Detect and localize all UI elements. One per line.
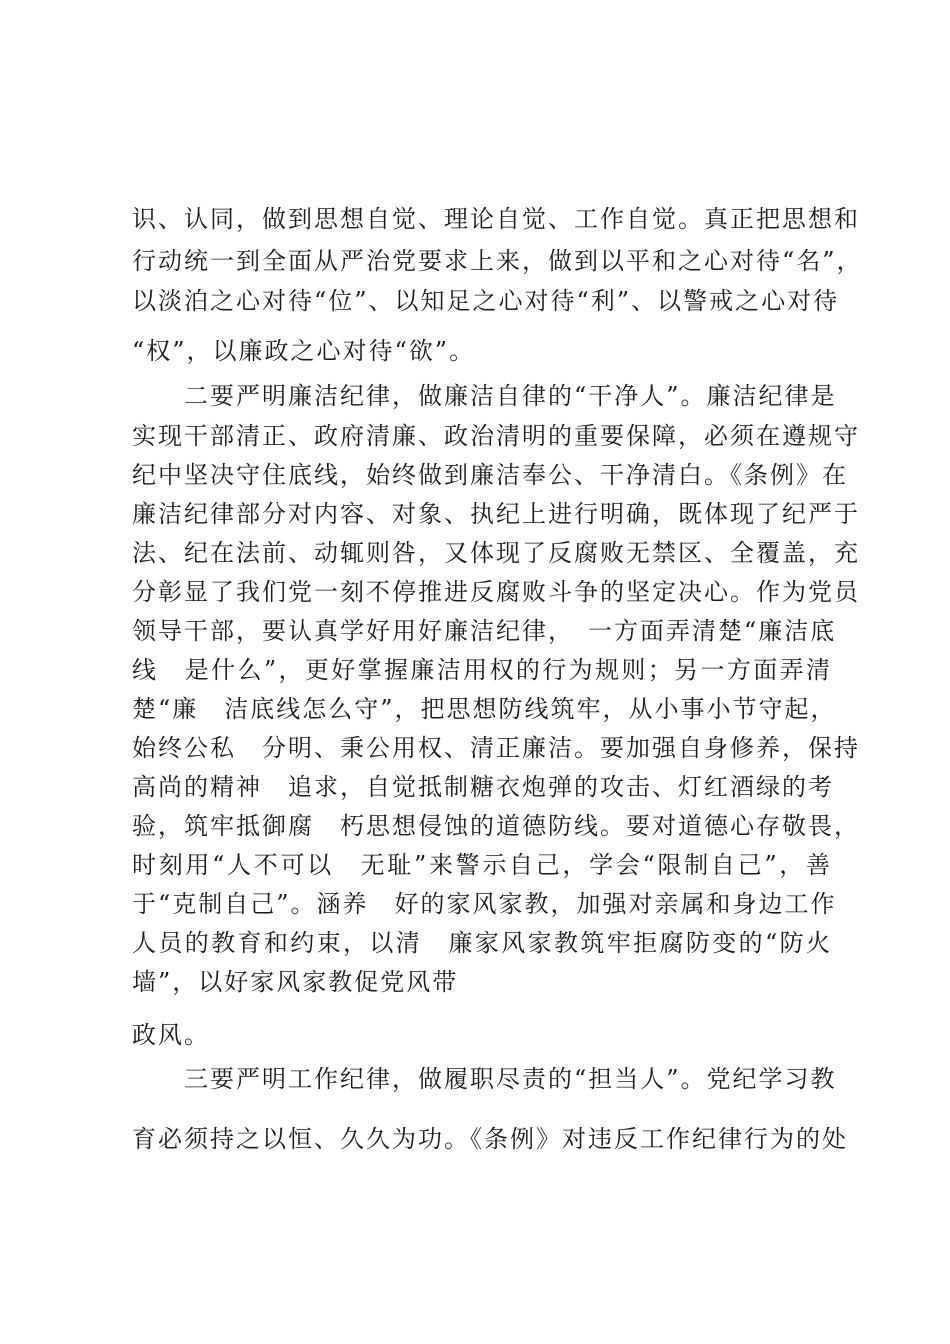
text-line: 楚“廉 洁底线怎么守”，把思想防线筑牢，从小事小节守起， [132,695,837,723]
text-line: 二要严明廉洁纪律，做廉洁自律的“干净人”。廉洁纪律是 [132,382,837,410]
text-line: 高尚的精神 追求，自觉抵制糖衣炮弹的攻击、灯红酒绿的考 [132,773,834,801]
text-line: 三要严明工作纪律，做履职尽责的“担当人”。党纪学习教 [132,1065,837,1093]
text-line: 行动统一到全面从严治党要求上来，做到以平和之心对待“名”， [132,247,863,275]
text-line: 人员的教育和约束，以清 廉家风家教筑牢拒腐防变的“防火 [132,929,832,957]
text-line: 纪中坚决守住底线，始终做到廉洁奉公、干净清白。《条例》在 [132,461,848,489]
text-line: 育必须持之以恒、久久为功。《条例》对违反工作纪律行为的处 [132,1125,848,1153]
text-line: 线 是什么”，更好掌握廉洁用权的行为规则；另一方面弄清 [132,656,832,684]
text-line: 廉洁纪律部分对内容、对象、执纪上进行明确，既体现了纪严于 [132,500,860,528]
text-line: 验，筑牢抵御腐 朽思想侵蚀的道德防线。要对道德心存敬畏， [132,812,860,840]
text-line: 分彰显了我们党一刻不停推进反腐败斗争的坚定决心。作为党员 [132,578,860,606]
text-line: 以淡泊之心对待“位”、以知足之心对待“利”、以警戒之心对待 [132,287,840,315]
text-line: 时刻用“人不可以 无耻”来警示自己，学会“限制自己”，善 [132,851,832,879]
text-line: 始终公私 分明、秉公用权、清正廉洁。要加强自身修养，保持 [132,734,860,762]
text-line: 实现干部清正、政府清廉、政治清明的重要保障，必须在遵规守 [132,422,860,450]
text-line: 政风。 [132,1021,210,1049]
text-line: 识、认同，做到思想自觉、理论自觉、工作自觉。真正把思想和 [132,205,860,233]
text-line: 于“克制自己”。涵养 好的家风家教，加强对亲属和身边工作 [132,890,837,918]
text-line: 法、纪在法前、动辄则咎，又体现了反腐败无禁区、全覆盖，充 [132,539,860,567]
text-line: 领导干部，要认真学好用好廉洁纪律， 一方面弄清楚“廉洁底 [132,617,837,645]
text-line: “权”，以廉政之心对待“欲”。 [132,337,476,365]
text-line: 墙”，以好家风家教促党风带 [132,968,459,996]
